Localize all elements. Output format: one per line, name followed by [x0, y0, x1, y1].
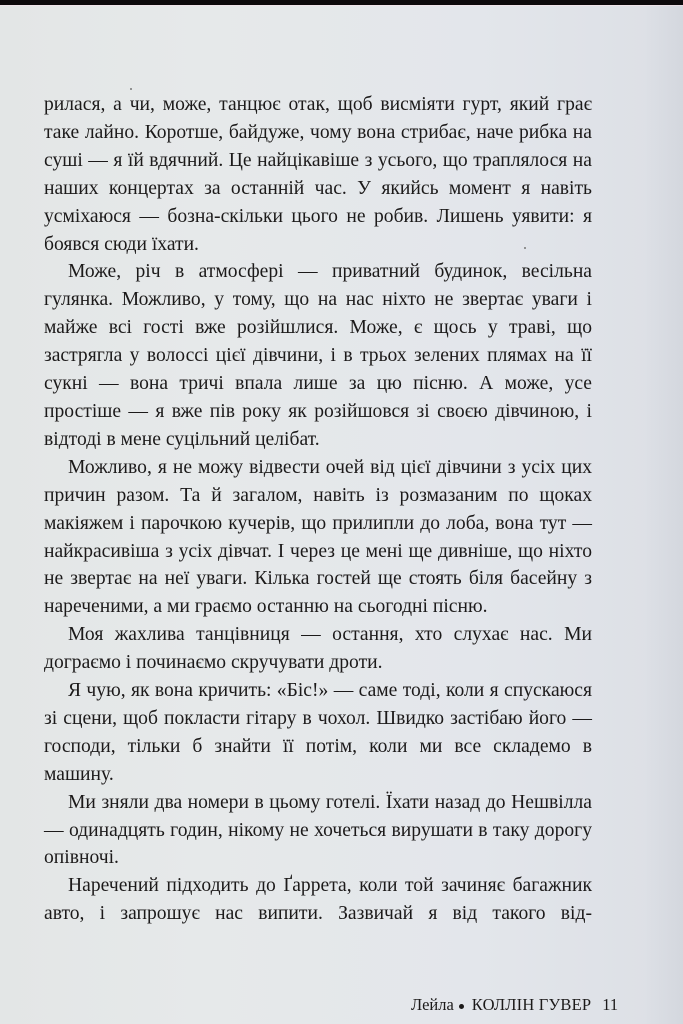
- book-title: Лейла: [411, 995, 454, 1014]
- paragraph-3: Можливо, я не можу відвести очей від цієї дівчини з усіх цих причин разом. Та й загалом, навіть із розмазаним по щоках макіяжем і парочкою кучерів, що прилипли до лоба, вона тут — найкрасивіша з усіх дівчат. І через це мені ще дивніше, що ніхто не звертає на неї уваги. Кілька гостей ще стоять біля басейну з нареченими, а ми граємо останню на сьогодні пісню.: [44, 456, 592, 618]
- paragraph-5: Я чую, як вона кричить: «Біс!» — саме тоді, коли я спускаюся зі сцени, щоб покласти гітару в чохол. Швидко застібаю його — господи, тільки б знайти її потім, коли ми все складемо в машину.: [44, 680, 592, 785]
- paragraph-7: Наречений підходить до Ґаррета, коли той зачиняє багажник авто, і запрошує нас випити. Зазвичай я від такого від-: [44, 875, 592, 925]
- paragraph-2: Може, річ в атмосфері — приватний будинок, весільна гулянка. Можливо, у тому, що на нас ніхто не звертає уваги і майже всі гості вже розійшлися. Може, є щось у траві, що застрягла у волоссі цієї дівчини, і в трьох зелених плямах на її сукні — вона тричі впала лише за цю пісню. А може, усе простіше — я вже пів року як розійшовся зі своєю дівчиною, і відтоді в мене суцільний целібат.: [44, 261, 592, 450]
- paragraph-4: Моя жахлива танцівниця — остання, хто слухає нас. Ми дограємо і починаємо скручувати дроти.: [44, 624, 592, 674]
- paragraph-1: рилася, а чи, може, танцює отак, щоб висміяти гурт, який грає таке лайно. Коротше, байдуже, чому вона стрибає, наче рибка на суші — я їй вдячний. Це найцікавіше з усього, що траплялося на наших концертах за останній час. У якийсь момент я навіть усміхаюся — бозна-скільки цього не робив. Лишень уявити: я боявся сюди їхати.: [44, 94, 592, 255]
- paper-speck: [130, 88, 132, 90]
- body-text: [44, 91, 592, 928]
- author-name: КОЛЛІН ГУВЕР: [471, 995, 592, 1014]
- paragraph-6: Ми зняли два номери в цьому готелі. Їхати назад до Нешвілла — одинадцять годин, нікому не хочеться вирушати в таку дорогу опівночі.: [44, 791, 592, 869]
- bullet-separator-icon: [459, 1004, 464, 1009]
- running-footer: [411, 993, 621, 1017]
- book-page: [0, 5, 683, 1024]
- page-number: 11: [602, 995, 619, 1014]
